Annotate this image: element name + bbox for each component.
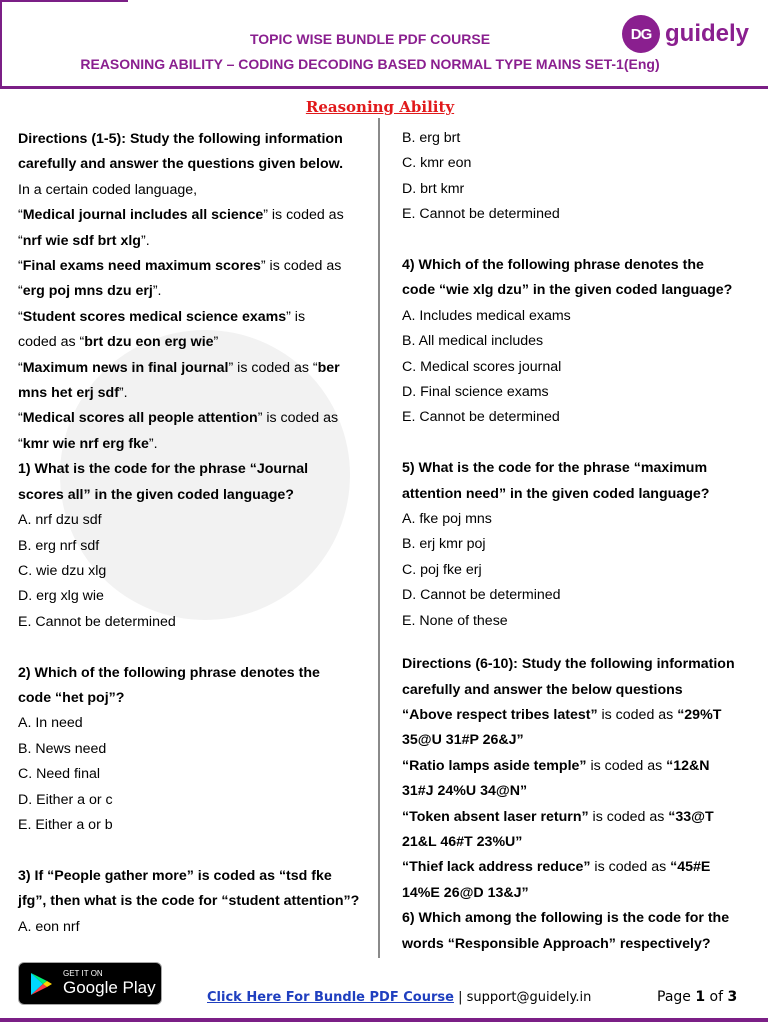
option: B. erg nrf sdf	[18, 537, 100, 554]
store-small-label: GET IT ON	[63, 969, 103, 978]
coded-statement-3: “Token absent laser return” is coded as “33@T	[402, 808, 714, 825]
option: E. Cannot be determined	[402, 409, 560, 426]
header-rule	[0, 86, 768, 89]
option: B. All medical includes	[402, 333, 544, 350]
option: A. In need	[18, 715, 83, 732]
statement-3-code: coded as “brt dzu eon erg wie”	[18, 334, 219, 351]
question-5-cont: attention need” in the given coded language?	[402, 485, 710, 502]
logo-badge: DG	[622, 15, 660, 53]
statement-4: “Maximum news in final journal” is coded as “ber	[18, 359, 340, 376]
spacer	[402, 634, 752, 652]
option: C. Medical scores journal	[402, 358, 562, 375]
statement-4-code: mns het erj sdf”.	[18, 385, 128, 402]
question-1: 1) What is the code for the phrase “Journal	[18, 461, 309, 478]
option: D. Either a or c	[18, 791, 113, 808]
spacer	[18, 838, 370, 863]
option: D. erg xlg wie	[18, 588, 104, 605]
statement-5-code: “kmr wie nrf erg fke”.	[18, 435, 158, 452]
question-2-cont: code “het poj”?	[18, 689, 125, 706]
google-play-badge[interactable]	[18, 962, 162, 1005]
course-heading: TOPIC WISE BUNDLE PDF COURSE	[249, 31, 491, 47]
statement-1: “Medical journal includes all science” is coded as	[18, 207, 344, 224]
directions-text: carefully and answer the questions given below.	[18, 156, 344, 173]
option: B. erg brt	[402, 130, 461, 146]
coded-statement-2-cont: 31#J 24%U 34@N”	[402, 783, 528, 800]
option: E. Cannot be determined	[18, 613, 176, 630]
column-divider	[378, 118, 380, 958]
guidely-logo	[622, 15, 749, 53]
top-border	[0, 0, 128, 2]
option: E. None of these	[402, 612, 508, 629]
support-email: support@guidely.in	[466, 990, 592, 1005]
option: D. brt kmr	[402, 180, 465, 197]
option: A. Includes medical exams	[402, 307, 571, 324]
bundle-course-link[interactable]: Click Here For Bundle PDF Course	[207, 990, 454, 1005]
option: A. fke poj mns	[402, 511, 492, 528]
spacer	[402, 228, 752, 253]
coded-statement-2: “Ratio lamps aside temple” is coded as “12&N	[402, 757, 710, 774]
intro-line: In a certain coded language,	[18, 181, 198, 198]
option: D. Final science exams	[402, 384, 549, 401]
directions-2-text: carefully and answer the below questions	[402, 681, 683, 698]
directions-2-heading: Directions (6-10): Study the following information	[402, 656, 735, 673]
option: C. wie dzu xlg	[18, 562, 107, 579]
statement-3: “Student scores medical science exams” is	[18, 308, 306, 325]
option: C. kmr eon	[402, 155, 472, 172]
question-3-cont: jfg”, then what is the code for “student attention”?	[18, 893, 360, 910]
document-title: REASONING ABILITY – CODING DECODING BASED NORMAL TYPE MAINS SET-1(Eng)	[80, 56, 660, 72]
question-6-cont: words “Responsible Approach” respectively?	[402, 935, 711, 952]
coded-statement-1-cont: 35@U 31#P 26&J”	[402, 732, 524, 749]
statement-1-code: “nrf wie sdf brt xlg”.	[18, 232, 150, 249]
question-6: 6) Which among the following is the code for the	[402, 910, 730, 927]
question-4-cont: code “wie xlg dzu” in the given coded language?	[402, 282, 733, 299]
coded-statement-3-cont: 21&L 46#T 23%U”	[402, 833, 523, 850]
option: C. poj fke erj	[402, 561, 482, 578]
page-number: Page 1 of 3	[657, 989, 738, 1005]
coded-statement-4-cont: 14%E 26@D 13&J”	[402, 884, 529, 901]
footer-links	[207, 990, 591, 1005]
store-name: Google Play	[63, 978, 156, 997]
google-play-icon	[28, 971, 54, 997]
option: D. Cannot be determined	[402, 587, 561, 604]
option: A. eon nrf	[18, 918, 80, 935]
option: A. nrf dzu sdf	[18, 512, 102, 529]
question-3: 3) If “People gather more” is coded as “tsd fke	[18, 867, 332, 884]
statement-2: “Final exams need maximum scores” is coded as	[18, 258, 342, 275]
coded-statement-1: “Above respect tribes latest” is coded as “29%T	[402, 706, 722, 723]
left-column	[18, 127, 370, 940]
question-1-cont: scores all” in the given coded language?	[18, 486, 294, 503]
option: C. Need final	[18, 766, 101, 783]
statement-2-code: “erg poj mns dzu erj”.	[18, 283, 162, 300]
option: B. erj kmr poj	[402, 536, 486, 553]
statement-5: “Medical scores all people attention” is coded as	[18, 410, 339, 427]
question-5: 5) What is the code for the phrase “maximum	[402, 460, 708, 477]
spacer	[18, 635, 370, 660]
question-4: 4) Which of the following phrase denotes the	[402, 257, 704, 274]
footer-separator: |	[453, 990, 467, 1005]
coded-statement-4: “Thief lack address reduce” is coded as “45#E	[402, 859, 711, 876]
logo-text: guidely	[665, 20, 750, 47]
question-2: 2) Which of the following phrase denotes the	[18, 664, 320, 681]
directions-heading: Directions (1-5): Study the following information	[18, 131, 343, 147]
spacer	[402, 431, 752, 456]
footer-rule	[0, 1018, 768, 1022]
option: B. News need	[18, 740, 107, 757]
section-title: Reasoning Ability	[305, 98, 455, 116]
right-column	[402, 126, 752, 957]
option: E. Either a or b	[18, 816, 113, 833]
option: E. Cannot be determined	[402, 206, 560, 223]
